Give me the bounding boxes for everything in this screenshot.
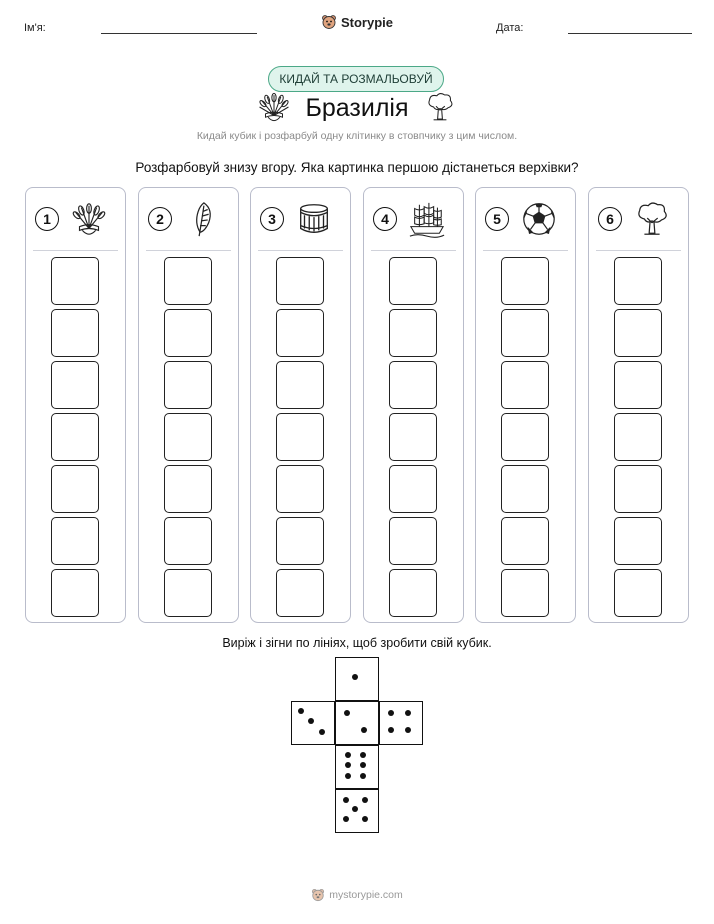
dice-face-3 xyxy=(291,701,335,745)
bear-icon xyxy=(321,14,337,30)
dice-pip xyxy=(352,806,358,812)
color-cell[interactable] xyxy=(276,413,324,461)
footer xyxy=(0,888,714,902)
column-header xyxy=(589,188,688,250)
dice-face-5 xyxy=(335,789,379,833)
date-line[interactable] xyxy=(568,33,692,34)
color-cell[interactable] xyxy=(51,517,99,565)
dice-pip xyxy=(345,762,351,768)
color-cell[interactable] xyxy=(51,361,99,409)
column-divider xyxy=(33,250,118,251)
dice-pip xyxy=(360,773,366,779)
color-cell[interactable] xyxy=(389,517,437,565)
dice-face-2 xyxy=(335,701,379,745)
color-cell[interactable] xyxy=(501,413,549,461)
color-cell[interactable] xyxy=(501,309,549,357)
color-cell[interactable] xyxy=(51,309,99,357)
color-cell[interactable] xyxy=(276,309,324,357)
column-3 xyxy=(250,187,351,623)
instruction-text: Розфарбовуй знизу вгору. Яка картинка першою дістанеться верхівки? xyxy=(135,160,579,175)
column-header xyxy=(251,188,350,250)
column-header xyxy=(26,188,125,250)
cut-instruction: Виріж і зігни по лініях, щоб зробити свій кубик. xyxy=(222,636,492,650)
color-cell[interactable] xyxy=(501,257,549,305)
dice-pip xyxy=(343,797,349,803)
column-divider xyxy=(258,250,343,251)
sailing-ship-icon xyxy=(408,200,446,238)
color-cell[interactable] xyxy=(389,361,437,409)
color-cell[interactable] xyxy=(389,465,437,513)
column-number: 4 xyxy=(373,207,397,231)
dice-pip xyxy=(362,816,368,822)
soccer-ball-icon xyxy=(520,200,558,238)
column-header xyxy=(476,188,575,250)
color-cell[interactable] xyxy=(501,517,549,565)
color-cell[interactable] xyxy=(164,413,212,461)
column-5 xyxy=(475,187,576,623)
column-header xyxy=(364,188,463,250)
dice-face-1 xyxy=(335,657,379,701)
column-divider xyxy=(371,250,456,251)
footer-url[interactable]: mystorypie.com xyxy=(329,889,403,901)
dice-pip xyxy=(388,727,394,733)
color-cell[interactable] xyxy=(164,517,212,565)
column-1 xyxy=(25,187,126,623)
color-cell[interactable] xyxy=(164,361,212,409)
column-6 xyxy=(588,187,689,623)
color-cell[interactable] xyxy=(276,517,324,565)
column-divider xyxy=(146,250,231,251)
column-number: 1 xyxy=(35,207,59,231)
dice-face-4 xyxy=(379,701,423,745)
color-cell[interactable] xyxy=(389,257,437,305)
color-cell[interactable] xyxy=(51,257,99,305)
dice-pip xyxy=(298,708,304,714)
color-cell[interactable] xyxy=(389,569,437,617)
color-cell[interactable] xyxy=(51,465,99,513)
drum-icon xyxy=(295,200,333,238)
dice-pip xyxy=(362,797,368,803)
dice-pip xyxy=(319,729,325,735)
column-divider xyxy=(596,250,681,251)
color-cell[interactable] xyxy=(276,465,324,513)
column-header xyxy=(139,188,238,250)
color-cell[interactable] xyxy=(51,413,99,461)
column-number: 2 xyxy=(148,207,172,231)
color-cell[interactable] xyxy=(164,309,212,357)
dice-pip xyxy=(344,710,350,716)
dice-pip xyxy=(360,752,366,758)
column-number: 6 xyxy=(598,207,622,231)
column-number: 5 xyxy=(485,207,509,231)
color-cell[interactable] xyxy=(614,517,662,565)
color-cell[interactable] xyxy=(164,569,212,617)
dice-pip xyxy=(361,727,367,733)
column-2 xyxy=(138,187,239,623)
color-cell[interactable] xyxy=(501,361,549,409)
feather-headdress-icon xyxy=(70,200,108,238)
column-divider xyxy=(483,250,568,251)
color-cell[interactable] xyxy=(614,569,662,617)
color-cell[interactable] xyxy=(614,465,662,513)
color-cell[interactable] xyxy=(389,413,437,461)
dice-pip xyxy=(345,773,351,779)
brand-name: Storypie xyxy=(340,14,393,30)
color-cell[interactable] xyxy=(164,465,212,513)
dice-face-6 xyxy=(335,745,379,789)
dice-pip xyxy=(352,674,358,680)
dice-pip xyxy=(405,710,411,716)
date-label: Дата: xyxy=(496,22,524,34)
column-4 xyxy=(363,187,464,623)
color-cell[interactable] xyxy=(614,309,662,357)
brand-logo xyxy=(0,14,714,30)
color-cell[interactable] xyxy=(389,309,437,357)
name-line[interactable] xyxy=(101,33,257,34)
activity-badge: КИДАЙ ТА РОЗМАЛЬОВУЙ xyxy=(268,66,444,92)
feather-icon xyxy=(183,200,221,238)
column-number: 3 xyxy=(260,207,284,231)
color-cell[interactable] xyxy=(614,413,662,461)
dice-pip xyxy=(388,710,394,716)
subtitle: Кидай кубик і розфарбуй одну клітинку в стовпчику з цим числом. xyxy=(196,130,518,142)
color-cell[interactable] xyxy=(501,465,549,513)
dice-pip xyxy=(360,762,366,768)
color-cell[interactable] xyxy=(276,257,324,305)
color-cell[interactable] xyxy=(614,361,662,409)
dice-pip xyxy=(343,816,349,822)
color-cell[interactable] xyxy=(276,569,324,617)
color-cell[interactable] xyxy=(164,257,212,305)
tree-icon xyxy=(633,200,671,238)
color-cell[interactable] xyxy=(614,257,662,305)
color-cell[interactable] xyxy=(51,569,99,617)
color-cell[interactable] xyxy=(501,569,549,617)
name-label: Ім'я: xyxy=(24,22,46,34)
color-cell[interactable] xyxy=(276,361,324,409)
dice-pip xyxy=(308,718,314,724)
bear-icon xyxy=(311,888,325,902)
dice-pip xyxy=(405,727,411,733)
tree-icon xyxy=(424,90,456,124)
dice-pip xyxy=(345,752,351,758)
page-title: Бразилія xyxy=(305,94,409,122)
